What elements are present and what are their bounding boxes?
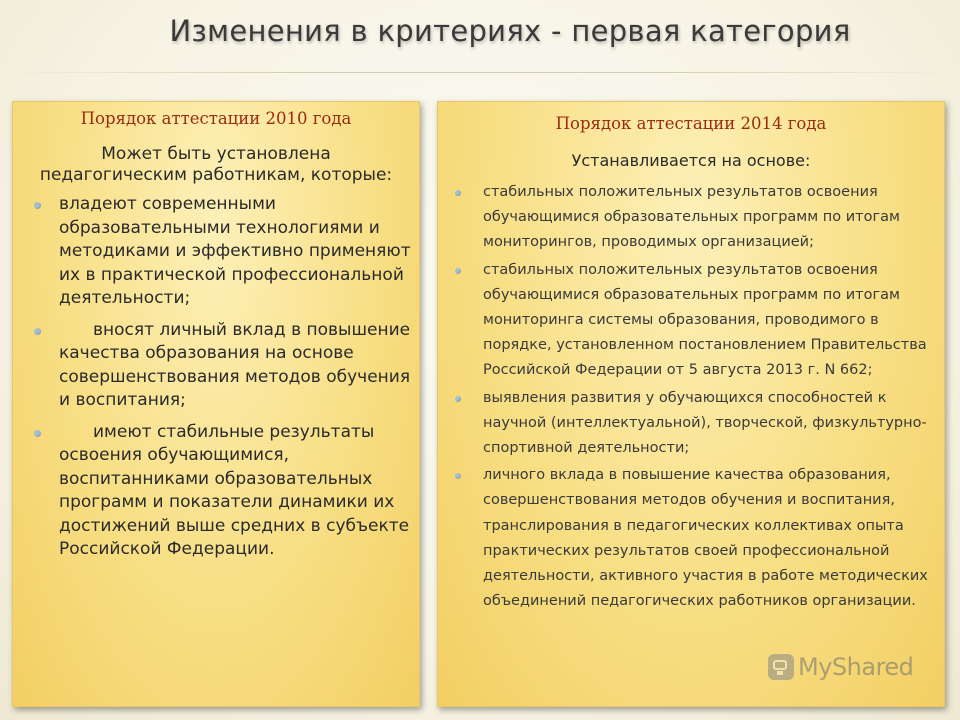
right-item-text: выявления развития у обучающихся способностей к научной (интеллектуальной), творческой, физкультурно-спортивной деятельности; (483, 389, 927, 457)
left-item-text: вносят личный вклад в повышение качества образования на основе совершенствования методов обучения и воспитания; (59, 319, 411, 410)
bullet-icon (455, 473, 461, 479)
left-criteria-list (13, 193, 419, 562)
left-list-item (13, 193, 419, 311)
left-panel-heading: Порядок аттестации 2010 года (80, 109, 352, 128)
left-panel-2010 (12, 101, 420, 707)
right-list-item (438, 463, 944, 614)
myshared-watermark (768, 653, 913, 681)
right-panel-2014 (437, 101, 945, 707)
right-panel-subheading: Устанавливается на основе: (571, 151, 811, 170)
title-divider (0, 72, 960, 73)
right-item-text: стабильных положительных результатов освоения обучающимися образовательных программ по итогам мониторинга системы образования, проводимого в порядке, установленном постановлением Правительства Российской Федерации от 5 августа 2013 г. N 662; (483, 261, 927, 379)
watermark-text: MyShared (798, 653, 914, 681)
left-list-item (13, 421, 419, 562)
bullet-icon (455, 268, 461, 274)
bullet-icon (34, 202, 41, 209)
right-item-text: личного вклада в повышение качества образования, совершенствования методов обучения и воспитания, транслирования в педагогических коллективах опыта практических результатов своей профессиональной деятельности, активного участия в работе методических объединений педагогических работников организации. (483, 467, 928, 610)
right-list-item (438, 386, 944, 462)
right-item-text: стабильных положительных результатов освоения обучающимися образовательных программ по итогам мониторингов, проводимых организацией; (483, 184, 900, 251)
left-item-text: владеют современными образовательными технологиями и методиками и эффективно применяют их в практической профессиональной деятельности; (59, 194, 411, 308)
slide-title: Изменения в критериях - первая категория (169, 14, 851, 48)
bullet-icon (455, 190, 461, 196)
right-list-item (438, 258, 944, 384)
presentation-icon (768, 654, 794, 680)
bullet-icon (34, 328, 41, 335)
bullet-icon (34, 430, 41, 437)
bullet-icon (455, 396, 461, 402)
left-list-item (13, 319, 419, 413)
right-criteria-list (438, 180, 944, 614)
left-panel-subheading: Может быть установлена педагогическим работникам, которые: (39, 144, 393, 185)
left-item-text: имеют стабильные результаты освоения обучающимися, воспитанниками образовательных программ и показатели динамики их достижений выше средних в субъекте Российской Федерации. (59, 421, 410, 559)
right-list-item (438, 180, 944, 256)
right-panel-heading: Порядок аттестации 2014 года (555, 114, 827, 133)
